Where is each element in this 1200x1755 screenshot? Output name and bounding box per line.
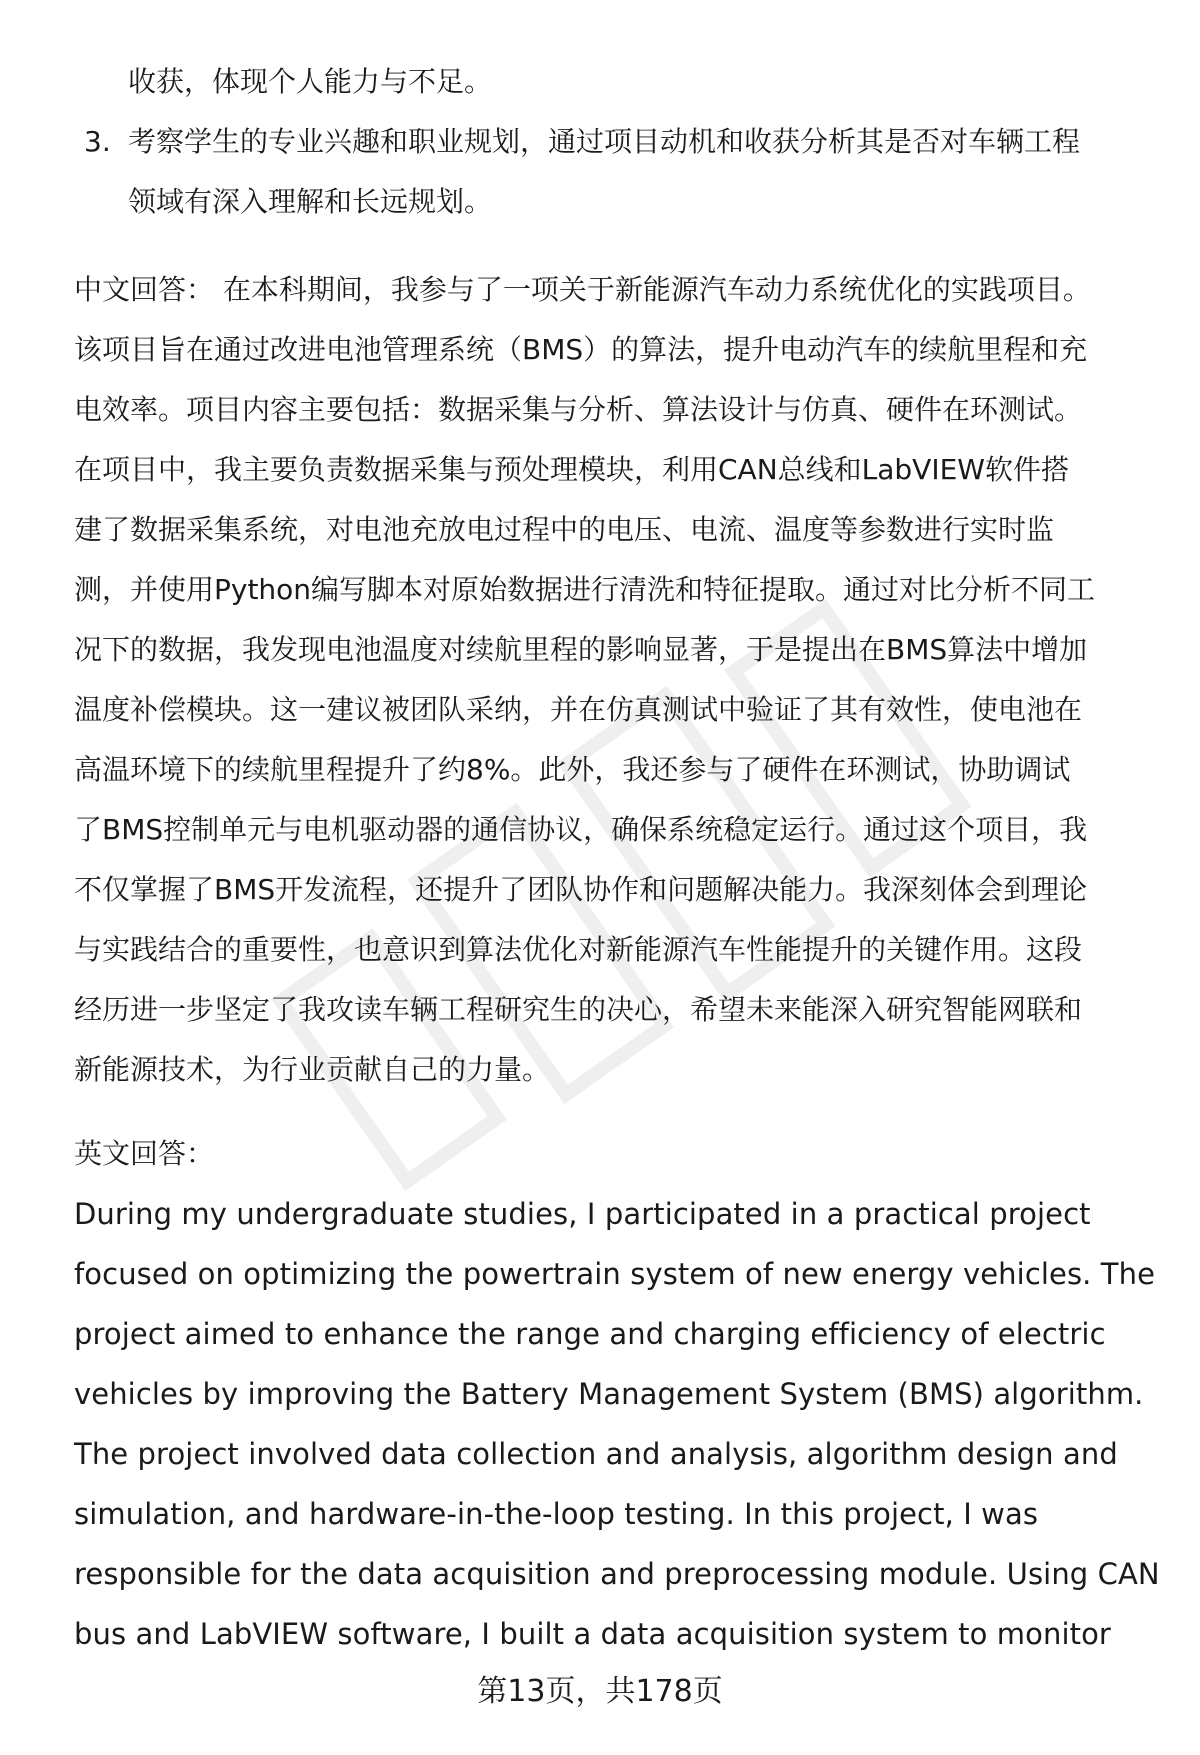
numbered-item-3 [74,112,1154,232]
page-indicator: 第13页，共178页 [477,1674,723,1709]
cn-line: 该项目旨在通过改进电池管理系统（BMS）的算法，提升电动汽车的续航里程和充 [74,333,1088,366]
cn-line: 新能源技术，为行业贡献自己的力量。 [74,1053,551,1086]
en-line: responsible for the data acquisition and preprocessing module. Using CAN [74,1557,1160,1591]
en-line: The project involved data collection and analysis, algorithm design and [74,1437,1118,1471]
cn-line: 高温环境下的续航里程提升了约8%。此外，我还参与了硬件在环测试，协助调试 [74,753,1071,786]
cn-line: 不仅掌握了BMS开发流程，还提升了团队协作和问题解决能力。我深刻体会到理论 [74,873,1088,906]
cn-line: 中文回答： 在本科期间，我参与了一项关于新能源汽车动力系统优化的实践项目。 [74,273,1091,306]
cn-line: 在项目中，我主要负责数据采集与预处理模块，利用CAN总线和LabVIEW软件搭 [74,453,1069,486]
en-line: focused on optimizing the powertrain system of new energy vehicles. The [74,1257,1156,1291]
page-footer [0,1670,1200,1714]
cn-line: 电效率。项目内容主要包括：数据采集与分析、算法设计与仿真、硬件在环测试。 [74,393,1083,426]
item-number: 3. [84,125,111,158]
cn-line: 经历进一步坚定了我攻读车辆工程研究生的决心，希望未来能深入研究智能网联和 [74,993,1083,1026]
en-line: simulation, and hardware-in-the-loop testing. In this project, I was [74,1497,1039,1531]
cn-line: 与实践结合的重要性，也意识到算法优化对新能源汽车性能提升的关键作用。这段 [74,933,1083,966]
intro-section [74,52,1154,232]
cn-line: 况下的数据，我发现电池温度对续航里程的影响显著，于是提出在BMS算法中增加 [74,633,1088,666]
en-line: vehicles by improving the Battery Management System (BMS) algorithm. [74,1377,1144,1411]
cn-line: 了BMS控制单元与电机驱动器的通信协议，确保系统稳定运行。通过这个项目，我 [74,813,1088,846]
chinese-answer-paragraph [74,260,1154,1100]
cn-line: 温度补偿模块。这一建议被团队采纳，并在仿真测试中验证了其有效性，使电池在 [74,693,1083,726]
cn-line: 建了数据采集系统，对电池充放电过程中的电压、电流、温度等参数进行实时监 [74,513,1055,546]
english-answer-heading [74,1124,1154,1184]
intro-line-1: 收获，体现个人能力与不足。 [128,65,493,98]
item-3-line-2: 领域有深入理解和长远规划。 [128,185,493,218]
item-3-line-1: 考察学生的专业兴趣和职业规划，通过项目动机和收获分析其是否对车辆工程 [128,125,1081,158]
cn-line: 测，并使用Python编写脚本对原始数据进行清洗和特征提取。通过对比分析不同工 [74,573,1096,606]
english-answer-label: 英文回答： [74,1137,215,1170]
en-line: bus and LabVIEW software, I built a data acquisition system to monitor [74,1617,1111,1651]
en-line: project aimed to enhance the range and charging efficiency of electric [74,1317,1106,1351]
english-answer-paragraph [74,1184,1160,1664]
en-line: During my undergraduate studies, I participated in a practical project [74,1197,1091,1231]
